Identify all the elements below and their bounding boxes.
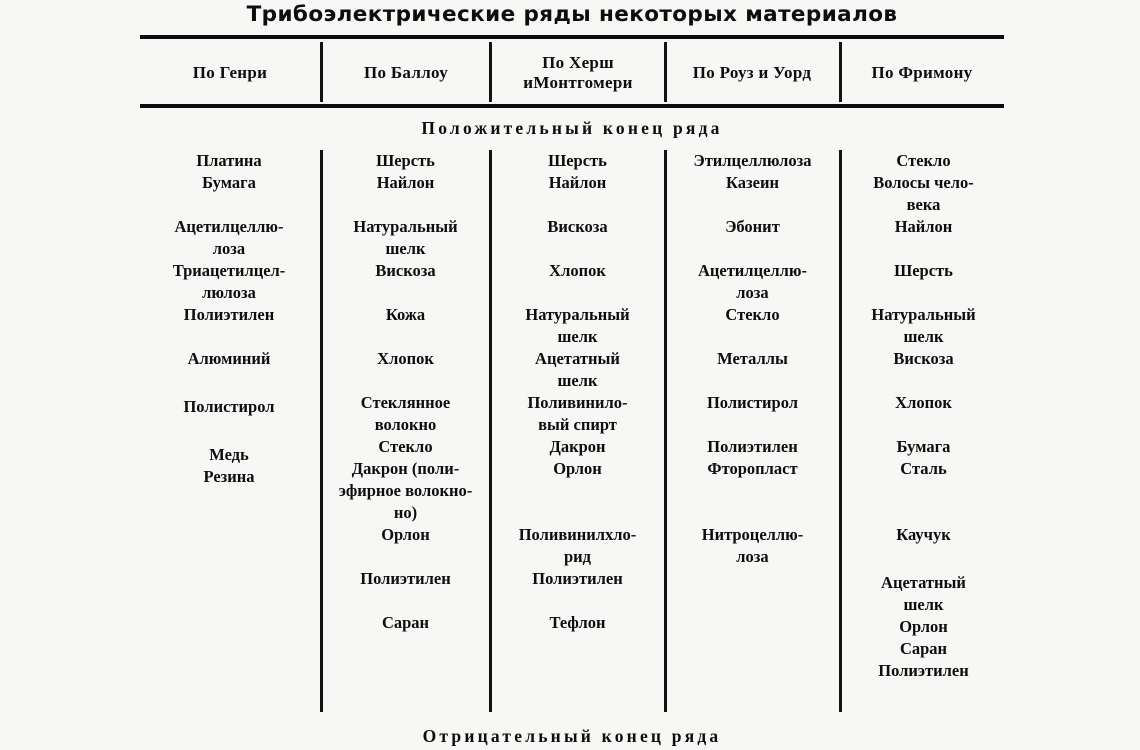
material-entry (324, 458, 487, 524)
material-entry (843, 524, 1004, 546)
material-entry-line: Тефлон (549, 613, 606, 632)
material-entry-line: Стекло (896, 151, 951, 170)
material-entry-line: Натуральный (353, 217, 458, 236)
material-entry (843, 572, 1004, 616)
material-entry (668, 304, 837, 326)
material-entry (324, 260, 487, 282)
material-entry (668, 260, 837, 304)
material-entry-line: Ацетилцеллю- (697, 261, 808, 280)
material-entry-line: Полистирол (706, 393, 799, 412)
material-entry-line: Алюминий (187, 349, 271, 368)
material-entry-line: лоза (212, 239, 246, 258)
material-entry-line: Хлопок (895, 393, 952, 412)
positive-end-label: Положительный конец ряда (421, 118, 723, 138)
material-entry (493, 568, 662, 590)
material-entry-line: Найлон (548, 173, 607, 192)
material-entry (493, 392, 662, 436)
material-entry (668, 216, 837, 238)
material-entry-line: рид (563, 547, 592, 566)
material-entry (324, 524, 487, 546)
material-entry-line: Шерсть (894, 261, 953, 280)
material-entry (324, 216, 487, 260)
material-entry-line: Дакрон (поли- (351, 459, 460, 478)
material-entry-line: Вискоза (375, 261, 436, 280)
material-entry-line: Вискоза (547, 217, 608, 236)
material-entry-line: вый спирт (538, 415, 617, 434)
column-separator-3 (664, 150, 667, 712)
material-entry-line: Полиэтилен (360, 569, 451, 588)
material-entry-line: Полиэтилен (878, 661, 969, 680)
column-header-line: Монтгомери (533, 73, 633, 92)
material-entry-line: Ацетатный (881, 573, 966, 592)
material-entry (493, 304, 662, 348)
material-entry (493, 348, 662, 392)
material-entry-line: Резина (203, 467, 255, 486)
material-entry-line: Стеклянное (360, 393, 451, 412)
material-entry (493, 458, 662, 480)
material-entry-line: шелк (557, 371, 598, 390)
material-entry-line: Ацетилцеллю- (174, 217, 284, 236)
material-entry-line: Нитроцеллю- (701, 525, 804, 544)
header-bottom-rule (140, 104, 1004, 108)
material-entry (668, 150, 837, 172)
column-separator-2 (489, 150, 492, 712)
column-body-ballou (324, 150, 487, 634)
material-entry-line: Платина (196, 151, 262, 170)
material-entry (668, 458, 837, 480)
material-entry-line: века (906, 195, 941, 214)
material-entry-line: Саран (381, 613, 430, 632)
material-entry (140, 172, 318, 194)
material-entry-line: Волосы чело- (873, 173, 974, 192)
material-entry-line: Натуральный (871, 305, 976, 324)
column-header-line: По Херш и (523, 52, 614, 92)
material-entry-line: Натуральный (525, 305, 630, 324)
material-entry (843, 348, 1004, 370)
material-entry (324, 612, 487, 634)
material-entry (843, 436, 1004, 458)
material-entry-line: Шерсть (548, 151, 607, 170)
material-entry-line: Орлон (381, 525, 430, 544)
material-entry-line: Медь (209, 445, 249, 464)
material-entry-line: шелк (557, 327, 598, 346)
material-entry-line: Бумага (202, 173, 256, 192)
material-entry (493, 436, 662, 458)
page-title: Трибоэлектрические ряды некоторых материалов (246, 2, 898, 27)
column-header-henry (140, 42, 320, 104)
material-entry (843, 216, 1004, 238)
column-header-freeman (840, 42, 1004, 104)
material-entry-line: Орлон (553, 459, 602, 478)
column-separator-1 (320, 150, 323, 712)
material-entry-line: Хлопок (549, 261, 606, 280)
column-header-ballou (323, 42, 489, 104)
material-entry (843, 616, 1004, 638)
material-entry (324, 150, 487, 172)
column-body-henry (140, 150, 318, 488)
material-entry-line: люлоза (202, 283, 256, 302)
material-entry (668, 172, 837, 194)
material-entry (843, 458, 1004, 480)
column-body-rose-ward (668, 150, 837, 568)
column-header-line: По Генри (192, 62, 268, 82)
material-entry (324, 304, 487, 326)
material-entry-line: Бумага (896, 437, 951, 456)
material-entry-line: Каучук (896, 525, 951, 544)
material-entry (493, 612, 662, 634)
material-entry-line: Найлон (376, 173, 435, 192)
material-entry (493, 260, 662, 282)
material-entry-line: Найлон (894, 217, 953, 236)
material-entry (493, 150, 662, 172)
material-entry-line: Стекло (378, 437, 433, 456)
material-entry (324, 392, 487, 436)
material-entry-line: Дакрон (549, 437, 606, 456)
material-entry (140, 260, 318, 304)
material-entry-line: Вискоза (893, 349, 954, 368)
material-entry-line: Стекло (725, 305, 780, 324)
column-body-freeman (843, 150, 1004, 682)
material-entry-line: Эбонит (725, 217, 780, 236)
material-entry-line: шелк (385, 239, 426, 258)
material-entry-line: шелк (903, 595, 944, 614)
material-entry-line: Орлон (899, 617, 948, 636)
material-entry (843, 260, 1004, 282)
material-entry (140, 150, 318, 172)
material-entry (843, 150, 1004, 172)
material-entry-line: Полиэтилен (707, 437, 798, 456)
material-entry (843, 392, 1004, 414)
table-header-row (140, 42, 1004, 104)
material-entry (140, 396, 318, 418)
material-entry-line: Казеин (726, 173, 779, 192)
material-entry-line: Кожа (385, 305, 426, 324)
column-header-line: По Роуз и Уорд (692, 62, 812, 82)
material-entry (843, 172, 1004, 216)
material-entry-line: шелк (903, 327, 944, 346)
material-entry-line: лоза (736, 547, 769, 566)
material-entry (843, 660, 1004, 682)
negative-end-label: Отрицательный конец ряда (422, 726, 722, 746)
material-entry (668, 348, 837, 370)
material-entry-line: Металлы (717, 349, 788, 368)
column-header-rose-ward (666, 42, 838, 104)
material-entry (140, 348, 318, 370)
material-entry-line: эфирное волокно- (338, 481, 473, 500)
material-entry (843, 304, 1004, 348)
material-entry-line: Полистирол (183, 397, 275, 416)
material-entry-line: Сталь (900, 459, 947, 478)
material-entry (140, 216, 318, 260)
material-entry-line: лоза (736, 283, 769, 302)
material-entry (324, 172, 487, 194)
column-header-line: По Фримону (871, 62, 973, 82)
material-entry (668, 436, 837, 458)
material-entry (140, 444, 318, 466)
material-entry-line: волокно (374, 415, 437, 434)
header-top-rule (140, 35, 1004, 39)
material-entry-line: Поливинилхло- (518, 525, 637, 544)
material-entry-line: Поливинило- (527, 393, 628, 412)
material-entry-line: Ацетатный (535, 349, 620, 368)
material-entry (324, 348, 487, 370)
material-entry-line: Фторопласт (707, 459, 798, 478)
column-header-hersh-montgomery (492, 42, 664, 104)
material-entry-line: Полиэтилен (183, 305, 275, 324)
material-entry (140, 466, 318, 488)
material-entry-line: Шерсть (376, 151, 435, 170)
material-entry-line: Триацетилцел- (172, 261, 286, 280)
material-entry-line: Этилцеллюлоза (693, 151, 812, 170)
material-entry (493, 216, 662, 238)
material-entry (843, 638, 1004, 660)
column-body-hersh-montgomery (493, 150, 662, 634)
material-entry-line: Хлопок (377, 349, 434, 368)
material-entry-line: Саран (899, 639, 948, 658)
column-header-line: По Баллоу (364, 62, 448, 82)
material-entry (493, 172, 662, 194)
material-entry (668, 392, 837, 414)
material-entry (493, 524, 662, 568)
column-separator-4 (839, 150, 842, 712)
material-entry (668, 524, 837, 568)
material-entry (324, 568, 487, 590)
material-entry (324, 436, 487, 458)
material-entry (140, 304, 318, 326)
material-entry-line: но) (393, 503, 418, 522)
material-entry-line: Полиэтилен (532, 569, 623, 588)
